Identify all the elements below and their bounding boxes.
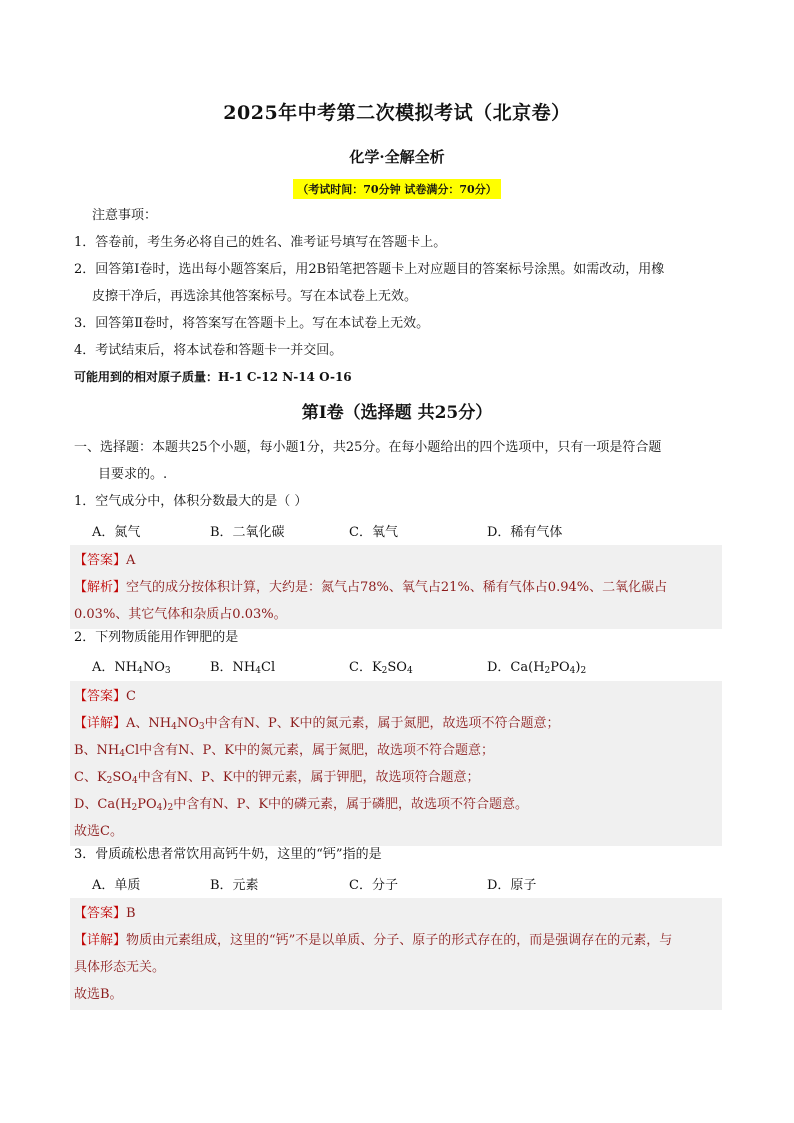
q2-detail-line-a: 【详解】A、$NH_4NO_3$中含有N、P、K中的氮元素，属于氮肥，故选项不符合题意； [74,716,560,732]
q3-conclusion: 故选B。 [74,987,123,1002]
q2-answer-block [70,681,722,846]
q1-analysis-line [74,576,667,595]
q2-detail-line-b: B、$NH_4Cl$中含有N、P、K中的氮元素，属于氮肥，故选项不符合题意； [74,743,494,759]
q1-answer: A [126,553,136,568]
q3-detail-continued: 具体形态无关。 [74,960,166,975]
question-2-stem: 2．下列物质能用作钾肥的是 [74,630,239,645]
answer-tag: 【答案】 [74,906,127,921]
note-item: 3．回答第Ⅱ卷时，将答案写在答题卡上。写在本试卷上无效。 [74,316,430,331]
q2-option-d: D．$Ca(H_2PO_4)_2$ [487,660,587,676]
q2-detail-line-c: C、$K_2SO_4$中含有N、P、K中的钾元素，属于钾肥，故选项符合题意； [74,770,480,786]
note-item: 1．答卷前，考生务必将自己的姓名、准考证号填写在答题卡上。 [74,235,447,250]
note-item: 2．回答第Ⅰ卷时，选出每小题答案后，用2B铅笔把答题卡上对应题目的答案标号涂黑。如需改动，用橡 [74,262,665,277]
q2-option-c: C．$K_2SO_4$ [349,660,413,676]
q1-analysis-continued: 0.03%、其它气体和杂质占0.03%。 [74,607,287,622]
q1-option-b: B．二氧化碳 [210,525,285,540]
note-item: 4．考试结束后，将本试卷和答题卡一并交回。 [74,343,343,358]
atomic-mass-line: 可能用到的相对原子质量：H-1 C-12 N-14 O-16 [74,370,352,384]
q3-answer-block [70,898,722,1010]
q1-option-d: D．稀有气体 [487,525,563,540]
question-1-stem: 1．空气成分中，体积分数最大的是（ ） [74,494,308,509]
section-instruction-continued: 目要求的。. [98,467,168,482]
q3-option-a: A．单质 [92,878,141,893]
section-instruction: 一、选择题：本题共25个小题，每小题1分，共25分。在每小题给出的四个选项中，只有一项是符合题 [74,440,662,455]
q2-answer-line [74,685,136,704]
q3-option-b: B．元素 [210,878,259,893]
q2-answer: C [126,689,136,704]
detail-tag: 【详解】 [74,933,127,948]
q3-detail-line: 【详解】物质由元素组成，这里的“钙”不是以单质、分子、原子的形式存在的，而是强调存在的元素，与 [74,933,673,948]
q1-answer-block [70,545,722,629]
q3-option-d: D．原子 [487,878,537,893]
answer-tag: 【答案】 [74,689,127,704]
page-subtitle: 化学·全解全析 [349,148,445,166]
question-3-stem: 3．骨质疏松患者常饮用高钙牛奶，这里的“钙”指的是 [74,847,382,862]
q3-option-c: C．分子 [349,878,398,893]
page-title: 2025年中考第二次模拟考试（北京卷） [223,102,571,124]
notes-heading: 注意事项： [92,208,158,223]
q2-conclusion: 故选C。 [74,824,123,839]
q3-answer-line [74,902,136,921]
q1-answer-line [74,549,135,568]
q1-option-c: C．氧气 [349,525,398,540]
q3-answer: B [126,906,136,921]
q2-option-a: A．$NH_4NO_3$ [92,660,171,676]
note-item-continued: 皮擦干净后，再选涂其他答案标号。写在本试卷上无效。 [92,289,418,304]
q1-analysis: 空气的成分按体积计算，大约是：氮气占78%、氧气占21%、稀有气体占0.94%、二氧化碳占 [126,580,668,595]
exam-info-highlight: （考试时间：70分钟 试卷满分：70分） [293,179,500,199]
section-title: 第Ⅰ卷（选择题 共25分） [301,403,493,423]
detail-tag: 【详解】 [74,716,127,731]
answer-tag: 【答案】 [74,553,127,568]
q2-option-b: B．$NH_4Cl$ [210,660,276,676]
analysis-tag: 【解析】 [74,580,127,595]
exam-info-wrap [0,178,794,199]
q1-option-a: A．氮气 [92,525,141,540]
q2-detail-line-d: D、$Ca(H_2PO_4)_2$中含有N、P、K中的磷元素，属于磷肥，故选项不符合题意。 [74,797,529,813]
